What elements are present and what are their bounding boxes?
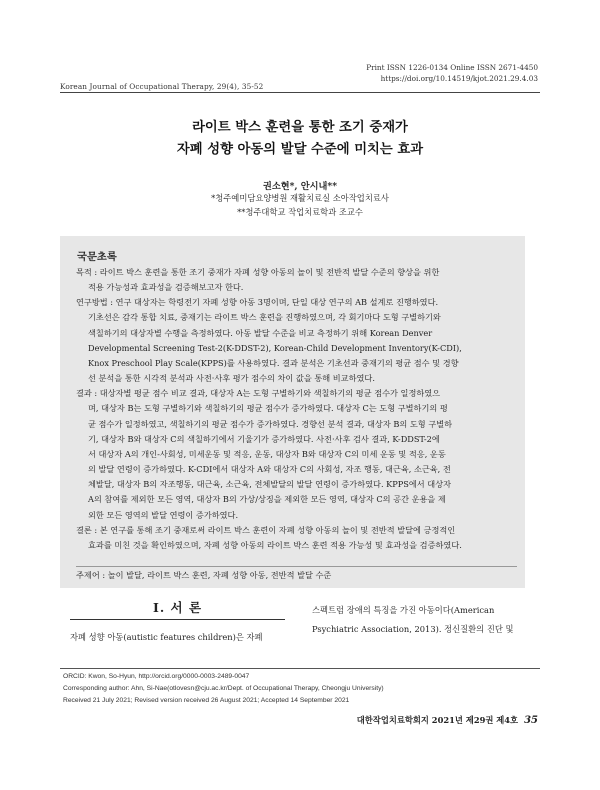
abstract-divider xyxy=(76,566,517,567)
abstract-line: 적용 가능성과 효과성을 검증해보고자 한다. xyxy=(88,282,244,293)
intro-right-line: Psychiatric Association, 2013). 정신질환의 진단 및 xyxy=(312,624,514,634)
footnote-divider xyxy=(60,668,540,669)
abstract-result xyxy=(76,386,517,522)
intro-right-column xyxy=(312,601,525,639)
abstract-line: A의 참여를 제외한 모든 영역, 대상자 B의 가상/상징을 제외한 모든 영역, 대상자 C의 공간 운용을 제 xyxy=(88,494,446,505)
footer-journal-issue: 대한작업치료학회지 2021년 제29권 제4호 xyxy=(356,715,519,725)
abstract-line: 기초선은 감각 통합 치료, 중재기는 라이트 박스 훈련을 진행하였으며, 각 회기마다 도형 구별하기와 xyxy=(88,312,441,323)
journal-identifiers xyxy=(366,62,538,84)
abstract-line: 체발달, 대상자 B의 자조행동, 대근육, 소근육, 전체발달의 발달 연령이 증가하였다. KPPS에서 대상자 xyxy=(88,479,452,490)
abstract-line: 의 발달 연령이 증가하였다. K-CDI에서 대상자 A와 대상자 C의 사회성, 자조 행동, 대근육, 소근육, 전 xyxy=(88,464,451,475)
section-title-introduction: Ⅰ. 서 론 xyxy=(152,600,203,615)
abstract-line: 목적 : 라이트 박스 훈련을 통한 조기 중재가 자폐 성향 아동의 놀이 및 전반적 발달 수준의 향상을 위한 xyxy=(76,267,440,277)
page-number: 35 xyxy=(524,715,538,726)
abstract-line: 외한 모든 영역의 발달 연령이 증가하였다. xyxy=(88,509,239,520)
received-dates-line: Received 21 July 2021; Revised version received 26 August 2021; Accepted 14 September 2021 xyxy=(63,697,350,705)
abstract-body xyxy=(76,265,517,553)
title-line-2: 자폐 성향 아동의 발달 수준에 미치는 효과 xyxy=(176,142,424,157)
header-divider xyxy=(60,92,540,93)
page-footer xyxy=(357,714,538,726)
abstract-method xyxy=(76,295,517,386)
orcid-line[interactable]: ORCID: Kwon, So-Hyun, http://orcid.org/0000-0003-2489-0047 xyxy=(63,673,250,680)
intro-left-column: 자폐 성향 아동(autistic features children)은 자폐 xyxy=(70,632,263,642)
corresponding-author-line: Corresponding author: Ahn, Si-Nae(otlovesn@cju.ac.kr/Dept. of Occupational Therapy, Cheongju University) xyxy=(63,685,384,693)
abstract-line: 기, 대상자 B와 대상자 C의 색칠하기에서 기울기가 증가하였다. 사전·사후 검사 결과, K-DDST-2에 xyxy=(88,433,440,444)
doi-line[interactable]: https://doi.org/10.14519/kjot.2021.29.4.03 xyxy=(380,74,538,83)
paper-title xyxy=(0,117,600,161)
author-list: 권소현*, 안시내** xyxy=(262,181,338,192)
abstract-purpose xyxy=(76,265,517,295)
affiliation-second: **청주대학교 작업치료학과 조교수 xyxy=(237,207,363,217)
abstract-line: Developmental Screening Test-2(K-DDST-2), Korean-Child Development Inventory(K-CDI), xyxy=(88,342,462,353)
affiliations xyxy=(0,191,600,219)
abstract-line: 결과 : 대상자별 평균 점수 비교 결과, 대상자 A는 도형 구별하기와 색칠하기의 평균 점수가 일정하였으 xyxy=(76,388,441,399)
abstract-line: 선 분석을 통한 시각적 분석과 사전·사후 평가 점수의 차이 값을 통해 비교하였다. xyxy=(88,373,375,384)
abstract-line: 색칠하기의 대상자별 수행을 측정하였다. 아동 발달 수준을 비교 측정하기 위해 Korean Denver xyxy=(88,327,433,338)
affiliation-first: *청주예미담요양병원 재활치료실 소아작업치료사 xyxy=(211,193,389,203)
abstract-conclusion xyxy=(76,523,517,553)
abstract-line: 서 대상자 A의 개인-사회성, 미세운동 및 적응, 운동, 대상자 B와 대상자 C의 미세 운동 및 적응, 운동 xyxy=(88,448,446,459)
title-line-1: 라이트 박스 훈련을 통한 조기 중재가 xyxy=(192,120,408,135)
issn-line: Print ISSN 1226-0134 Online ISSN 2671-4450 xyxy=(366,63,538,72)
journal-citation: Korean Journal of Occupational Therapy, 29(4), 35-52 xyxy=(60,82,264,91)
abstract-line: 연구방법 : 연구 대상자는 학령전기 자폐 성향 아동 3명이며, 단일 대상 연구의 AB 설계로 진행하였다. xyxy=(76,297,439,308)
abstract-line: Knox Preschool Play Scale(KPPS)를 사용하였다. 결과 분석은 기초선과 중재기의 평균 점수 및 경향 xyxy=(88,357,459,368)
abstract-line: 효과를 미친 것을 확인하였으며, 자폐 성향 아동의 라이트 박스 훈련 적용 가능성 및 효과성을 검증하였다. xyxy=(88,539,462,550)
abstract-line: 며, 대상자 B는 도형 구별하기와 색칠하기의 평균 점수가 증가하였다. 대상자 C는 도형 구별하기의 평 xyxy=(88,403,448,414)
abstract-heading: 국문초록 xyxy=(77,251,117,263)
abstract-line: 결론 : 본 연구를 통해 조기 중재로써 라이트 박스 훈련이 자폐 성향 아동의 놀이 및 전반적 발달에 긍정적인 xyxy=(76,524,456,535)
footnote xyxy=(63,671,384,707)
intro-right-line: 스펙트럼 장애의 특징을 가진 아동이다(American xyxy=(312,605,495,615)
section-title-underline xyxy=(70,619,285,620)
abstract-line: 균 점수가 일정하였고, 색칠하기의 평균 점수가 증가하였다. 경향선 분석 결과, 대상자 B의 도형 구별하 xyxy=(88,418,453,429)
keywords: 주제어 : 놀이 발달, 라이트 박스 훈련, 자폐 성향 아동, 전반적 발달 수준 xyxy=(76,570,332,580)
